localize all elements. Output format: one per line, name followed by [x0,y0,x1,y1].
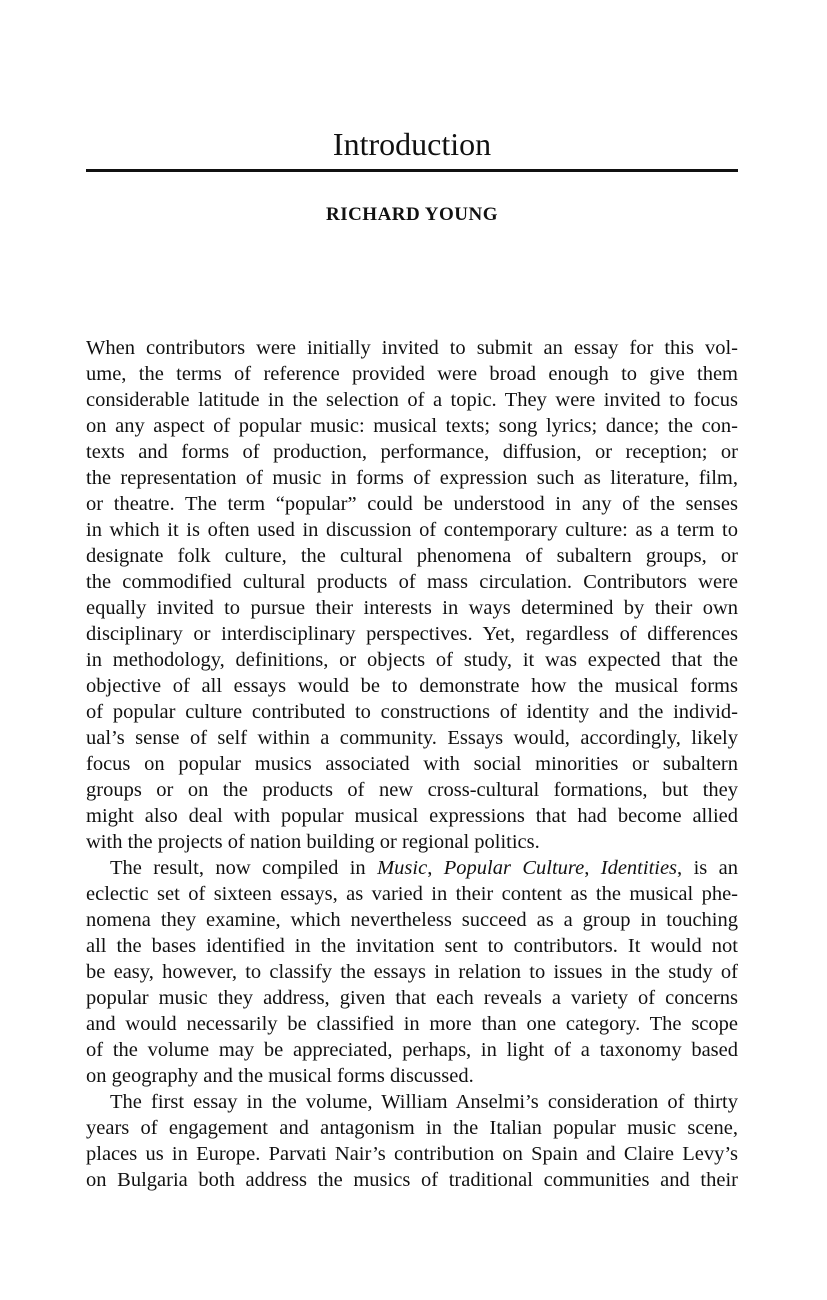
text-line: of popular culture contributed to constructions of identity and the individ- [86,701,738,723]
text-line: be easy, however, to classify the essays in relation to issues in the study of [86,961,738,983]
text-line: nomena they examine, which nevertheless succeed as a group in touching [86,909,738,931]
text-line: eclectic set of sixteen essays, as varied in their content as the musical phe- [86,883,738,905]
text-run: The result, now compiled in [110,857,378,879]
text-line: popular music they address, given that each reveals a variety of concerns [86,987,738,1009]
text-line: groups or on the products of new cross-cultural formations, but they [86,779,738,801]
chapter-title: Introduction [332,126,492,162]
text-line: focus on popular musics associated with social minorities or subaltern [86,753,738,775]
text-line: The first essay in the volume, William Anselmi’s consideration of thirty [110,1091,738,1113]
text-line: designate folk culture, the cultural phenomena of subaltern groups, or [86,545,738,567]
text-line: on Bulgaria both address the musics of traditional communities and their [86,1169,738,1191]
text-line: texts and forms of production, performance, diffusion, or reception; or [86,441,738,463]
text-line: ume, the terms of reference provided were broad enough to give them [86,363,738,385]
book-title-identities: Identities [600,857,678,879]
text-line: places us in Europe. Parvati Nair’s contribution on Spain and Claire Levy’s [86,1143,738,1165]
text-line: with the projects of nation building or regional politics. [86,831,540,853]
paragraph-3 [86,1089,738,1193]
text-line: the representation of music in forms of expression such as literature, film, [86,467,738,489]
text-line: objective of all essays would be to demonstrate how the musical forms [86,675,738,697]
text-line: disciplinary or interdisciplinary perspectives. Yet, regardless of differences [86,623,738,645]
book-title-music: Music [377,857,428,879]
text-line: years of engagement and antagonism in the Italian popular music scene, [86,1117,738,1139]
text-line [86,855,738,881]
text-line: the commodified cultural products of mass circulation. Contributors were [86,571,738,593]
text-line: in methodology, definitions, or objects of study, it was expected that the [86,649,738,671]
text-line: on any aspect of popular music: musical texts; song lyrics; dance; the con- [86,415,738,437]
text-line: equally invited to pursue their interests in ways determined by their own [86,597,738,619]
text-line: and would necessarily be classified in more than one category. The scope [86,1013,738,1035]
text-line: When contributors were initially invited to submit an essay for this vol- [86,337,738,359]
book-title-popular-culture: Popular Culture [443,857,585,879]
chapter-author: RICHARD YOUNG [325,204,499,225]
text-line: ual’s sense of self within a community. Essays would, accordingly, likely [86,727,738,749]
text-run: , [427,857,444,879]
text-run: , is an [677,857,739,879]
body-text [86,335,738,1193]
text-line: on geography and the musical forms discussed. [86,1065,474,1087]
text-line: of the volume may be appreciated, perhaps, in light of a taxonomy based [86,1039,738,1061]
text-line: considerable latitude in the selection of a topic. They were invited to focus [86,389,738,411]
paragraph-1 [86,335,738,855]
paragraph-2 [86,855,738,1089]
text-run: , [584,857,601,879]
text-line: or theatre. The term “popular” could be understood in any of the senses [86,493,738,515]
text-line: might also deal with popular musical expressions that had become allied [86,805,738,827]
title-rule [86,169,738,172]
text-line: all the bases identified in the invitation sent to contributors. It would not [86,935,738,957]
text-line: in which it is often used in discussion of contemporary culture: as a term to [86,519,738,541]
